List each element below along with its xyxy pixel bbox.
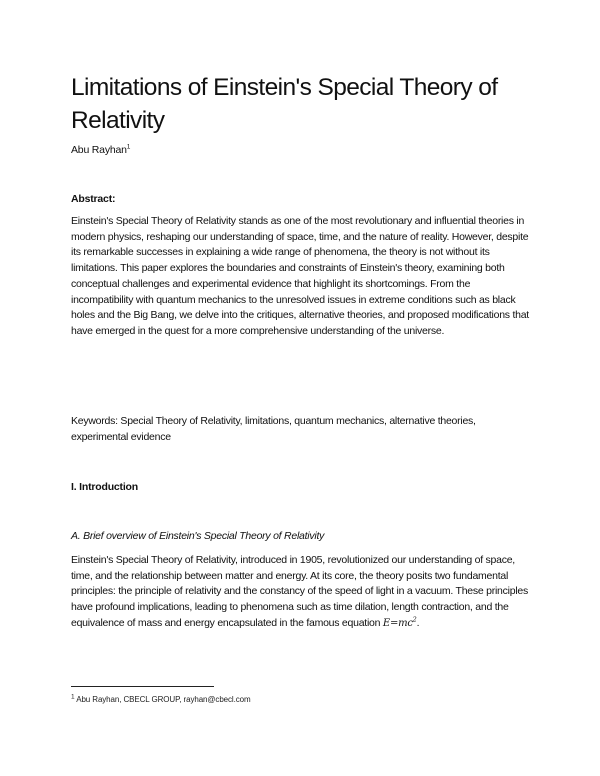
- author-footnote-mark: 1: [126, 143, 131, 151]
- introduction-end: .: [416, 616, 420, 629]
- footnote: [71, 694, 251, 705]
- equation-base: E=mc: [382, 617, 413, 629]
- introduction-text: Einstein's Special Theory of Relativity, introduced in 1905, revolutionized our understanding of space, time, and the relationship between matter and energy. At its core, the theory posits two fundamental principles: the principle of relativity and the constancy of the speed of light in a vacuum. These principles have profound implications, leading to phenomena such as time dilation, length contraction, and the equivalence of mass and energy encapsulated in the famous equation: [71, 554, 528, 629]
- footnote-divider: [71, 686, 214, 687]
- keywords-paragraph: Keywords: Special Theory of Relativity, limitations, quantum mechanics, alternative theories, experimental evidence: [71, 415, 476, 443]
- equation: [382, 615, 417, 629]
- author-line: [71, 143, 130, 157]
- abstract-paragraph: Einstein's Special Theory of Relativity stands as one of the most revolutionary and influential theories in modern physics, reshaping our understanding of space, time, and the nature of reality. However, despite its remarkable successes in explaining a wide range of phenomena, the theory is not without its limitations. This paper explores the boundaries and constraints of Einstein's theory, examining both conceptual challenges and experimental evidence that highlight its shortcomings. From the incompatibility with quantum mechanics to the unresolved issues in extreme conditions such as black holes and the Big Bang, we delve into the critiques, alternative theories, and proposed modifications that have emerged in the quest for a more comprehensive understanding of the universe.: [71, 215, 529, 337]
- subsection-heading-overview: A. Brief overview of Einstein's Special Theory of Relativity: [71, 530, 325, 542]
- author-name: Abu Rayhan: [71, 144, 127, 156]
- paper-title: Limitations of Einstein's Special Theory of Relativity: [71, 74, 498, 134]
- footnote-mark: 1: [71, 693, 75, 701]
- section-heading-introduction: I. Introduction: [71, 481, 138, 493]
- abstract-heading: Abstract:: [71, 193, 116, 205]
- equation-exponent: 2: [412, 615, 417, 624]
- introduction-paragraph: [71, 553, 533, 632]
- footnote-text: Abu Rayhan, CBECL GROUP, rayhan@cbecl.com: [76, 695, 251, 704]
